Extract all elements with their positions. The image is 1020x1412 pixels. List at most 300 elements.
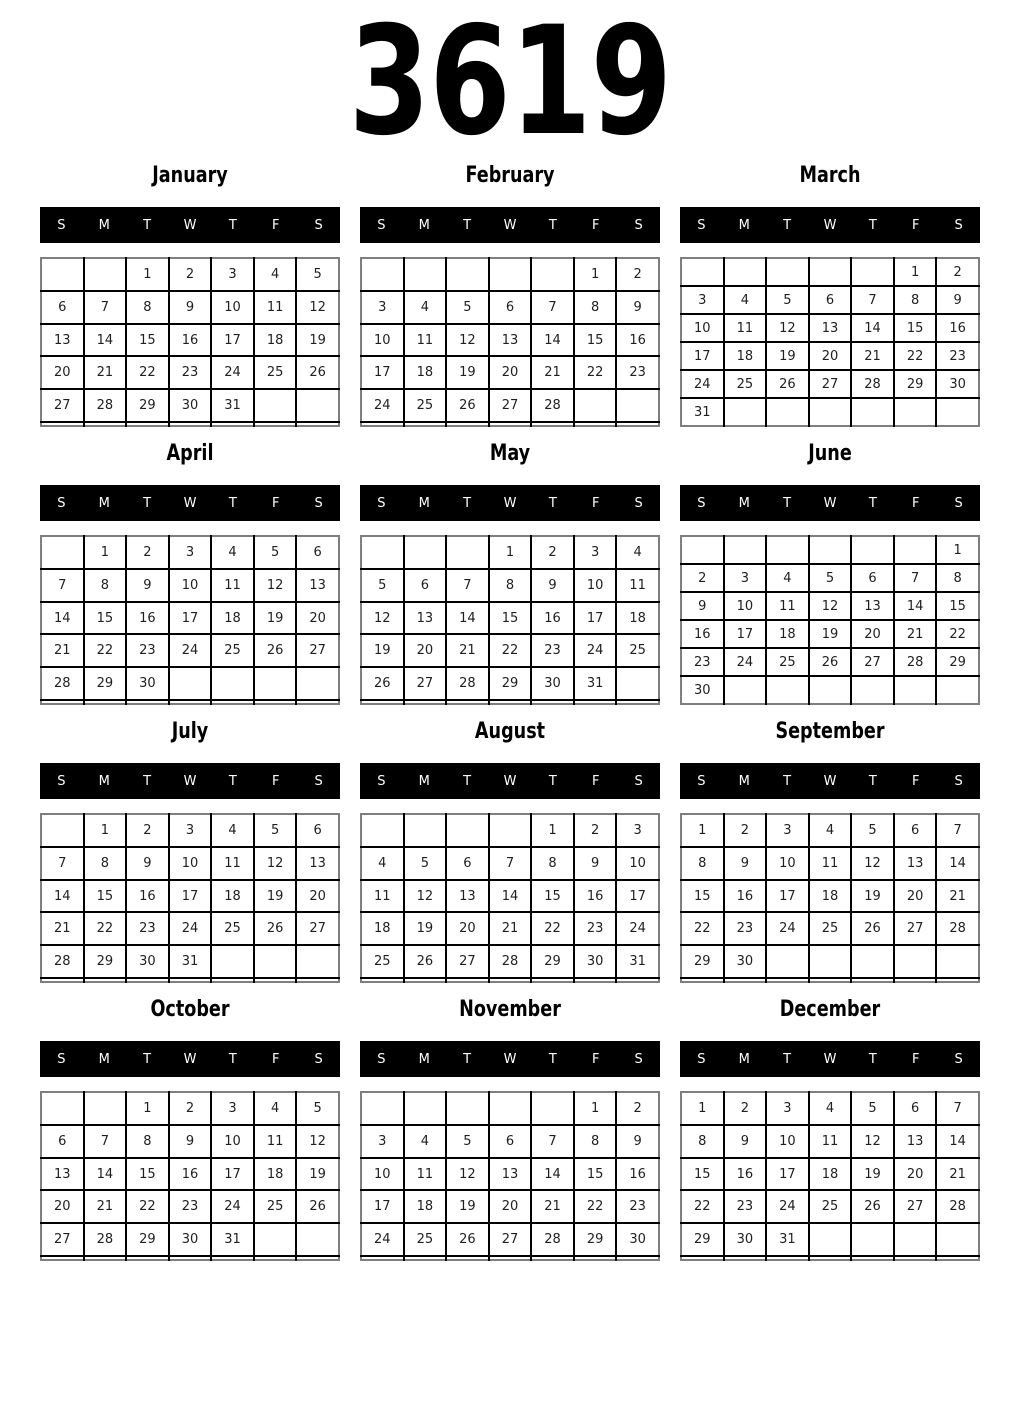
day-cell: 23: [531, 634, 574, 667]
weekday-label: S: [57, 773, 66, 789]
day-cell: 15: [531, 880, 574, 913]
week-row: [361, 291, 659, 324]
empty-day-cell: [531, 422, 574, 426]
weekday-label: S: [634, 495, 643, 511]
day-cell: 11: [724, 314, 767, 342]
day-cell: 15: [681, 1158, 724, 1191]
empty-day-cell: [809, 978, 852, 982]
week-row: [41, 880, 339, 913]
day-cell: 27: [404, 667, 447, 700]
weekday-label: W: [823, 217, 837, 233]
empty-day-cell: [169, 667, 212, 700]
day-cell: 18: [211, 602, 254, 635]
empty-day-cell: [84, 700, 127, 704]
day-cell: 4: [254, 258, 297, 291]
empty-day-cell: [574, 422, 617, 426]
day-cell: 4: [809, 1092, 852, 1125]
day-cell: 17: [211, 1158, 254, 1191]
weekday-label: S: [697, 1051, 706, 1067]
day-cell: 31: [681, 398, 724, 426]
weekday-label: T: [228, 1051, 237, 1067]
day-cell: 7: [894, 564, 937, 592]
month-block: [680, 719, 980, 983]
month-block: [40, 997, 340, 1261]
week-row: [681, 536, 979, 564]
empty-day-cell: [446, 1092, 489, 1125]
empty-day-cell: [894, 398, 937, 426]
day-cell: 10: [724, 592, 767, 620]
empty-day-cell: [41, 1092, 84, 1125]
week-row: [681, 370, 979, 398]
day-cell: 30: [531, 667, 574, 700]
day-cell: 25: [211, 912, 254, 945]
empty-day-cell: [574, 700, 617, 704]
months-grid: [0, 163, 1020, 1278]
weekday-label: F: [271, 1051, 280, 1067]
day-cell: 2: [936, 258, 979, 286]
week-row: [361, 422, 659, 426]
weekday-label: T: [783, 773, 792, 789]
empty-day-cell: [254, 1256, 297, 1260]
day-cell: 25: [211, 634, 254, 667]
week-row: [681, 314, 979, 342]
day-cell: 28: [84, 389, 127, 422]
day-cell: 10: [616, 847, 659, 880]
day-cell: 5: [254, 536, 297, 569]
day-cell: 27: [489, 1223, 532, 1256]
day-cell: 27: [296, 634, 339, 667]
empty-day-cell: [84, 1256, 127, 1260]
weekday-label: S: [954, 1051, 963, 1067]
day-cell: 14: [531, 324, 574, 357]
empty-day-cell: [361, 1092, 404, 1125]
day-cell: 10: [766, 847, 809, 880]
empty-day-cell: [616, 422, 659, 426]
day-cell: 15: [681, 880, 724, 913]
day-cell: 16: [936, 314, 979, 342]
empty-day-cell: [851, 1256, 894, 1260]
month-name: February: [465, 163, 555, 188]
day-cell: 29: [126, 1223, 169, 1256]
empty-day-cell: [574, 389, 617, 422]
day-cell: 8: [574, 291, 617, 324]
empty-day-cell: [766, 978, 809, 982]
empty-day-cell: [724, 1256, 767, 1260]
weekday-label: T: [463, 495, 472, 511]
day-cell: 1: [126, 1092, 169, 1125]
empty-day-cell: [211, 978, 254, 982]
day-cell: 25: [809, 1190, 852, 1223]
week-row: [41, 1223, 339, 1256]
day-cell: 17: [616, 880, 659, 913]
day-cell: 15: [936, 592, 979, 620]
day-cell: 29: [894, 370, 937, 398]
day-cell: 17: [169, 602, 212, 635]
empty-day-cell: [936, 398, 979, 426]
month-name: July: [171, 719, 209, 744]
day-cell: 17: [169, 880, 212, 913]
day-cell: 12: [809, 592, 852, 620]
weekday-label: F: [911, 1051, 920, 1067]
day-cell: 6: [404, 569, 447, 602]
weekday-label: M: [418, 1051, 430, 1067]
day-cell: 9: [169, 291, 212, 324]
empty-day-cell: [296, 667, 339, 700]
day-cell: 8: [894, 286, 937, 314]
day-cell: 8: [936, 564, 979, 592]
weekday-label: S: [314, 1051, 323, 1067]
day-cell: 3: [766, 814, 809, 847]
week-row: [681, 912, 979, 945]
day-cell: 28: [489, 945, 532, 978]
weekday-header-row: [680, 1041, 980, 1077]
empty-day-cell: [126, 978, 169, 982]
month-name: June: [808, 441, 852, 466]
empty-day-cell: [809, 945, 852, 978]
day-cell: 25: [254, 1190, 297, 1223]
day-cell: 1: [531, 814, 574, 847]
week-row: [681, 814, 979, 847]
empty-day-cell: [531, 978, 574, 982]
day-cell: 23: [126, 634, 169, 667]
day-cell: 20: [404, 634, 447, 667]
day-cell: 20: [41, 356, 84, 389]
weekday-header-row: [680, 207, 980, 243]
day-cell: 24: [211, 356, 254, 389]
day-cell: 2: [169, 1092, 212, 1125]
day-cell: 1: [84, 814, 127, 847]
day-cell: 16: [531, 602, 574, 635]
day-cell: 7: [446, 569, 489, 602]
day-cell: 29: [681, 1223, 724, 1256]
day-cell: 27: [489, 389, 532, 422]
day-cell: 26: [851, 1190, 894, 1223]
day-cell: 26: [446, 389, 489, 422]
day-cell: 7: [531, 291, 574, 324]
empty-day-cell: [404, 700, 447, 704]
week-row: [361, 569, 659, 602]
day-cell: 13: [41, 1158, 84, 1191]
month-block: [360, 163, 660, 427]
weekday-label: S: [954, 773, 963, 789]
day-cell: 8: [126, 1125, 169, 1158]
weekday-label: M: [98, 773, 110, 789]
day-grid: [40, 535, 340, 705]
weekday-label: M: [738, 1051, 750, 1067]
month-block: [360, 997, 660, 1261]
day-cell: 18: [809, 880, 852, 913]
weekday-label: S: [57, 217, 66, 233]
empty-day-cell: [936, 945, 979, 978]
day-cell: 20: [894, 880, 937, 913]
day-cell: 12: [254, 569, 297, 602]
empty-day-cell: [724, 978, 767, 982]
day-cell: 25: [724, 370, 767, 398]
day-cell: 25: [404, 1223, 447, 1256]
empty-day-cell: [84, 422, 127, 426]
day-cell: 21: [84, 356, 127, 389]
day-cell: 2: [724, 814, 767, 847]
week-row: [361, 847, 659, 880]
day-cell: 19: [254, 602, 297, 635]
week-row: [681, 676, 979, 704]
day-cell: 9: [724, 847, 767, 880]
day-cell: 8: [681, 1125, 724, 1158]
day-cell: 15: [126, 324, 169, 357]
weekday-label: W: [503, 773, 517, 789]
day-cell: 22: [574, 1190, 617, 1223]
day-cell: 26: [296, 1190, 339, 1223]
day-cell: 16: [169, 324, 212, 357]
day-cell: 29: [574, 1223, 617, 1256]
day-cell: 20: [894, 1158, 937, 1191]
day-cell: 25: [254, 356, 297, 389]
day-cell: 2: [126, 814, 169, 847]
empty-day-cell: [296, 945, 339, 978]
day-cell: 16: [126, 880, 169, 913]
day-cell: 22: [84, 634, 127, 667]
day-cell: 14: [531, 1158, 574, 1191]
weekday-label: S: [314, 217, 323, 233]
day-cell: 11: [361, 880, 404, 913]
week-row: [361, 978, 659, 982]
empty-day-cell: [766, 398, 809, 426]
weekday-label: M: [418, 495, 430, 511]
empty-day-cell: [851, 536, 894, 564]
day-cell: 12: [446, 324, 489, 357]
day-cell: 10: [574, 569, 617, 602]
week-row: [41, 945, 339, 978]
empty-day-cell: [41, 258, 84, 291]
empty-day-cell: [809, 536, 852, 564]
empty-day-cell: [936, 676, 979, 704]
day-cell: 18: [766, 620, 809, 648]
day-cell: 12: [296, 1125, 339, 1158]
day-cell: 24: [169, 912, 212, 945]
day-cell: 13: [404, 602, 447, 635]
day-cell: 26: [404, 945, 447, 978]
weekday-label: T: [868, 773, 877, 789]
day-cell: 23: [126, 912, 169, 945]
day-cell: 30: [936, 370, 979, 398]
weekday-label: S: [634, 217, 643, 233]
empty-day-cell: [211, 1256, 254, 1260]
weekday-label: S: [697, 495, 706, 511]
weekday-label: F: [591, 495, 600, 511]
day-cell: 8: [574, 1125, 617, 1158]
day-cell: 19: [446, 356, 489, 389]
week-row: [361, 1158, 659, 1191]
empty-day-cell: [851, 1223, 894, 1256]
day-cell: 25: [404, 389, 447, 422]
day-cell: 1: [574, 258, 617, 291]
empty-day-cell: [766, 676, 809, 704]
day-cell: 20: [446, 912, 489, 945]
week-row: [41, 389, 339, 422]
day-cell: 23: [724, 912, 767, 945]
weekday-label: T: [548, 495, 557, 511]
weekday-label: F: [271, 773, 280, 789]
empty-day-cell: [574, 1256, 617, 1260]
day-cell: 14: [41, 602, 84, 635]
weekday-label: W: [503, 1051, 517, 1067]
day-cell: 24: [616, 912, 659, 945]
day-cell: 25: [809, 912, 852, 945]
empty-day-cell: [851, 978, 894, 982]
week-row: [361, 1190, 659, 1223]
empty-day-cell: [41, 814, 84, 847]
day-cell: 11: [254, 1125, 297, 1158]
week-row: [681, 398, 979, 426]
day-cell: 27: [41, 389, 84, 422]
week-row: [361, 1223, 659, 1256]
day-grid: [360, 257, 660, 427]
day-cell: 18: [211, 880, 254, 913]
week-row: [681, 592, 979, 620]
day-cell: 13: [809, 314, 852, 342]
day-cell: 28: [41, 667, 84, 700]
empty-day-cell: [126, 1256, 169, 1260]
day-cell: 7: [531, 1125, 574, 1158]
empty-day-cell: [169, 422, 212, 426]
weekday-label: T: [868, 1051, 877, 1067]
day-cell: 11: [766, 592, 809, 620]
weekday-header-row: [360, 763, 660, 799]
day-cell: 1: [681, 1092, 724, 1125]
day-cell: 11: [254, 291, 297, 324]
weekday-label: T: [783, 217, 792, 233]
day-cell: 4: [809, 814, 852, 847]
weekday-label: S: [57, 1051, 66, 1067]
day-cell: 5: [446, 1125, 489, 1158]
week-row: [681, 564, 979, 592]
day-cell: 15: [84, 880, 127, 913]
day-cell: 11: [809, 1125, 852, 1158]
day-cell: 30: [574, 945, 617, 978]
empty-day-cell: [446, 422, 489, 426]
day-cell: 16: [169, 1158, 212, 1191]
day-cell: 10: [211, 1125, 254, 1158]
weekday-header-row: [40, 763, 340, 799]
day-cell: 24: [211, 1190, 254, 1223]
day-cell: 14: [446, 602, 489, 635]
week-row: [41, 1125, 339, 1158]
day-cell: 11: [404, 1158, 447, 1191]
day-cell: 13: [41, 324, 84, 357]
day-cell: 9: [574, 847, 617, 880]
empty-day-cell: [766, 536, 809, 564]
weekday-label: F: [591, 1051, 600, 1067]
week-row: [41, 700, 339, 704]
month-block: [360, 441, 660, 705]
day-cell: 26: [851, 912, 894, 945]
week-row: [681, 978, 979, 982]
day-cell: 9: [169, 1125, 212, 1158]
weekday-label: S: [377, 495, 386, 511]
weekday-label: T: [463, 217, 472, 233]
day-cell: 4: [404, 1125, 447, 1158]
day-cell: 9: [616, 1125, 659, 1158]
day-cell: 16: [126, 602, 169, 635]
day-cell: 3: [211, 1092, 254, 1125]
day-cell: 2: [574, 814, 617, 847]
day-cell: 12: [446, 1158, 489, 1191]
empty-day-cell: [404, 1256, 447, 1260]
weekday-label: W: [503, 217, 517, 233]
day-cell: 25: [361, 945, 404, 978]
day-cell: 23: [936, 342, 979, 370]
weekday-label: T: [143, 773, 152, 789]
weekday-label: T: [228, 217, 237, 233]
day-cell: 14: [936, 847, 979, 880]
day-cell: 1: [126, 258, 169, 291]
day-grid: [360, 813, 660, 983]
weekday-label: T: [228, 773, 237, 789]
day-cell: 6: [489, 1125, 532, 1158]
month-block: [40, 163, 340, 427]
empty-day-cell: [446, 700, 489, 704]
day-cell: 31: [169, 945, 212, 978]
weekday-label: T: [463, 1051, 472, 1067]
day-cell: 27: [809, 370, 852, 398]
empty-day-cell: [489, 700, 532, 704]
day-cell: 15: [489, 602, 532, 635]
day-cell: 2: [169, 258, 212, 291]
day-cell: 6: [41, 1125, 84, 1158]
empty-day-cell: [489, 814, 532, 847]
week-row: [41, 356, 339, 389]
day-cell: 29: [936, 648, 979, 676]
day-cell: 18: [254, 1158, 297, 1191]
empty-day-cell: [254, 1223, 297, 1256]
week-row: [681, 945, 979, 978]
weekday-label: T: [463, 773, 472, 789]
empty-day-cell: [296, 700, 339, 704]
weekday-header-row: [360, 1041, 660, 1077]
day-cell: 1: [894, 258, 937, 286]
month-name: March: [799, 163, 861, 188]
day-cell: 3: [766, 1092, 809, 1125]
day-cell: 14: [84, 1158, 127, 1191]
empty-day-cell: [724, 398, 767, 426]
empty-day-cell: [404, 978, 447, 982]
empty-day-cell: [84, 258, 127, 291]
week-row: [681, 1190, 979, 1223]
day-cell: 30: [681, 676, 724, 704]
day-cell: 17: [574, 602, 617, 635]
empty-day-cell: [616, 1256, 659, 1260]
day-cell: 8: [489, 569, 532, 602]
week-row: [681, 1158, 979, 1191]
day-cell: 21: [41, 912, 84, 945]
day-cell: 7: [41, 847, 84, 880]
week-row: [41, 291, 339, 324]
empty-day-cell: [531, 1092, 574, 1125]
week-row: [361, 602, 659, 635]
empty-day-cell: [254, 700, 297, 704]
day-cell: 13: [489, 324, 532, 357]
day-cell: 17: [681, 342, 724, 370]
empty-day-cell: [809, 676, 852, 704]
empty-day-cell: [489, 978, 532, 982]
week-row: [681, 1256, 979, 1260]
empty-day-cell: [254, 389, 297, 422]
day-cell: 2: [616, 1092, 659, 1125]
weekday-label: S: [634, 1051, 643, 1067]
day-cell: 20: [489, 1190, 532, 1223]
empty-day-cell: [296, 422, 339, 426]
day-cell: 19: [404, 912, 447, 945]
